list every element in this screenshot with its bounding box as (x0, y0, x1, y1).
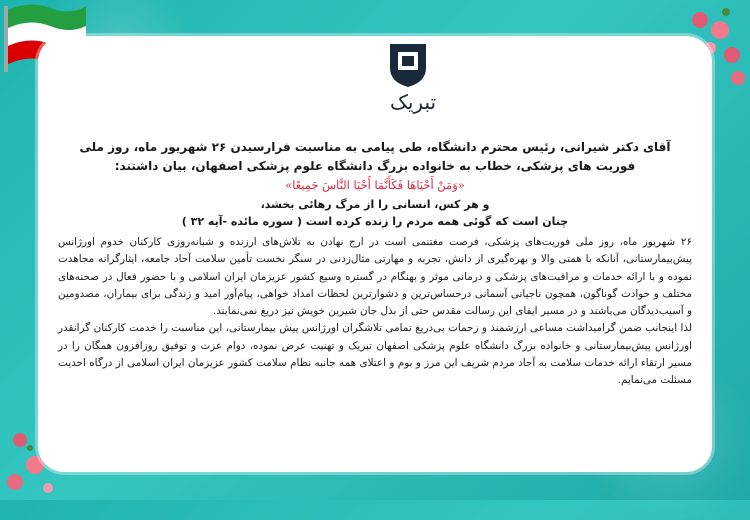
body-paragraph: لذا اینجانب ضمن گرامیداشت مساعی ارزشمند و زحمات بی‌دریغ تمامی تلاشگران اورژانس پیش بیمارستانی، این مناسبت را خدمت کارکنان گرانقدر اورژانس پیش‌بیمارستانی و خانواده بزرگ دانشگاه علوم پزشکی اصفهان تبریک و تهنیت عرض نموده، دوام عزت و توفیق روزافزون همگان را در مسیر ارتقاء ارائه خدمات سلامت به آحاد مردم شریف این مرز و بوم و اعتلای همه جانبه نظام سلامت کشور عزیزمان ایران اسلامی از درگاه احدیت مسئلت می‌نمایم. (58, 322, 692, 387)
message-card (38, 36, 712, 472)
message-body (58, 234, 692, 390)
translation-line: چنان است که گوئی همه مردم را زنده کرده است ( سوره مائده -آیه ۳۲ ) (181, 215, 569, 228)
translation-line: و هر کس، انسانی را از مرگ رهائی بخشد، (260, 198, 490, 211)
verse-translation (62, 196, 688, 230)
university-logo-icon (388, 42, 428, 88)
intro-text: آقای دکتر شیرانی، رئیس محترم دانشگاه، طی پیامی به مناسبت فرارسیدن ۲۶ شهریور ماه، روز ملی فوریت های پزشکی، خطاب به خانواده بزرگ دانشگاه علوم پزشکی اصفهان، بیان داشتند: (79, 140, 671, 173)
quran-verse: «وَمَنْ أَحْيَاهَا فَكَأَنَّمَا أَحْيَا النَّاسَ جَمِيعًا» (285, 178, 465, 192)
signature-calligraphy: تبریک (389, 90, 437, 114)
body-paragraph: ۲۶ شهریور ماه، روز ملی فوریت‌های پزشکی، فرصت مغتنمی است در ارج نهادن به تلاش‌های ارزنده و شبانه‌روزی کارکنان خدوم اورژانس پیش‌بیمارستانی، آنانکه با همتی والا و بهره‌گیری از دانش، تجربه و مهارتی مثال‌زدنی در سنگر نخست تأمین سلامت آحاد جامعه، ایثارگرانه مجاهدت نموده و با ارائه خدمات و مراقبت‌های پزشکی و درمانی موثر و بهنگام در گستره وسیع کشور عزیزمان ایران اسلامی و با حضور فعال در صحنه‌های مختلف و حوادث گوناگون، همچون ناجیانی آسمانی درحساس‌ترین و دشوارترین لحظات امداد خواهی، پیام‌آور امید و زندگی برای بیماران، مصدومین و آسیب‌دیدگان می‌باشند و در مسیر ایفای این رسالت مقدس حتی از بذل جان شیرین خویش نیز دریغ نمی‌نمایند. (58, 236, 692, 318)
